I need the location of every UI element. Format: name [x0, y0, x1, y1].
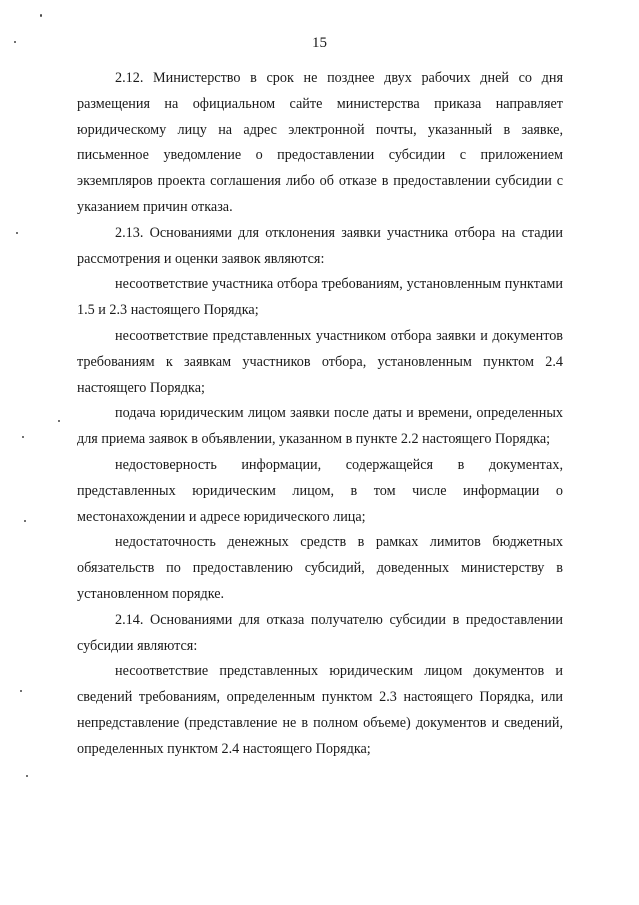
list-item: недостоверность информации, содержащейся в документах, представленных юридическим лицом, в том числе информации о местонахождении и адресе юридического лица; — [77, 456, 563, 525]
paragraph-2-12: 2.12. Министерство в срок не позднее двух рабочих дней со дня размещения на официальном сайте министерства приказа направляет юридическому лицу на адрес электронной почты, указанный в заявке, письменное уведомление о предоставлении субсидии с приложением экземпляров проекта соглашения либо об отказе в предоставлении субсидии с указанием причин отказа. — [77, 70, 563, 215]
list-item: подача юридическим лицом заявки после даты и времени, определенных для приема заявок в объявлении, указанном в пункте 2.2 настоящего Порядка; — [77, 405, 563, 448]
scan-speck — [40, 14, 42, 17]
document-body — [77, 66, 563, 763]
scan-speck — [20, 690, 22, 692]
scan-speck — [26, 775, 28, 777]
list-item: несоответствие представленных юридическим лицом документов и сведений требованиям, определенным пунктом 2.3 настоящего Порядка, или непредставление (представление не в полном объеме) документов и сведений, определенных пунктом 2.4 настоящего Порядка; — [77, 663, 563, 757]
list-item: несоответствие участника отбора требованиям, установленным пунктами 1.5 и 2.3 настоящего Порядка; — [77, 276, 563, 319]
scan-speck — [14, 41, 16, 43]
list-item: недостаточность денежных средств в рамках лимитов бюджетных обязательств по предоставлению субсидий, доведенных министерству в установленном порядке. — [77, 534, 563, 602]
paragraph-2-14: 2.14. Основаниями для отказа получателю субсидии в предоставлении субсидии являются: — [77, 611, 563, 654]
paragraph-2-13: 2.13. Основаниями для отклонения заявки участника отбора на стадии рассмотрения и оценки заявок являются: — [77, 224, 563, 267]
scan-speck — [58, 420, 60, 422]
scan-speck — [22, 436, 24, 438]
scan-speck — [24, 520, 26, 522]
list-item: несоответствие представленных участником отбора заявки и документов требованиям к заявкам участников отбора, установленным пунктом 2.4 настоящего Порядка; — [77, 327, 563, 396]
scan-speck — [16, 232, 18, 234]
page-number: 15 — [312, 35, 327, 51]
